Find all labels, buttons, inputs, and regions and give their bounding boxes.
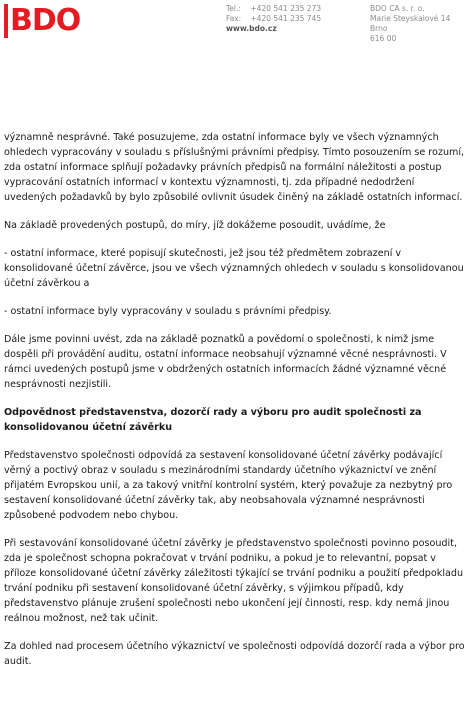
bdo-logo xyxy=(4,3,81,38)
address-block xyxy=(370,4,450,44)
paragraph: významně nesprávné. Také posuzujeme, zda ostatní informace byly ve všech významných ohledech vypracovány v souladu s příslušnými právními předpisy. Tímto posouzením se rozumí, zda ostatní informace splňují požadavky právních předpisů na formální náležitosti a postup vypracování ostatních informací v kontextu významnosti, tj. zda případné nedodržení uvedených požadavků by bylo způsobilé ovlivnit úsudek činěný na základě ostatních informací. xyxy=(4,132,465,203)
city: Brno xyxy=(370,24,388,33)
document-body xyxy=(4,130,470,682)
fax-number: +420 541 235 745 xyxy=(250,14,322,23)
logo-accent-bar xyxy=(4,4,8,38)
paragraph: Při sestavování konsolidované účetní závěrky je představenstvo společnosti povinno posoudit, zda je společnost schopna pokračovat v trvání podniku, a pokud je to relevantní, popsat v příloze konsolidované účetní závěrky záležitosti týkající se trvání podniku a použití předpokladu trvání podniku při sestavení konsolidované účetní závěrky, s výjimkou případů, kdy představenstvo plánuje zrušení společnosti nebo ukončení její činnosti, resp. kdy nemá jinou reálnou možnost, než tak učinit. xyxy=(4,538,464,624)
bullet-paragraph: - ostatní informace, které popisují skutečnosti, jež jsou též předmětem zobrazení v konsolidované účetní závěrce, jsou ve všech významných ohledech v souladu s konsolidovanou účetní závěrkou a xyxy=(4,248,464,289)
postcode: 616 00 xyxy=(370,34,397,43)
paragraph: Dále jsme povinni uvést, zda na základě poznatků a povědomí o společnosti, k nimž jsme dospěli při provádění auditu, ostatní informace neobsahují významné věcné nesprávnosti. V rámci uvedených postupů jsme v obdržených ostatních informacích žádné významné věcné nesprávnosti nezjistili. xyxy=(4,334,447,390)
logo-text: BDO xyxy=(10,3,81,38)
section-heading: Odpovědnost představenstva, dozorčí rady a výboru pro audit společnosti za konsolidovanou účetní závěrku xyxy=(4,407,422,433)
phone-row xyxy=(226,4,321,14)
bullet-paragraph: - ostatní informace byly vypracovány v souladu s právními předpisy. xyxy=(4,306,332,317)
contact-block xyxy=(226,4,321,34)
website-link[interactable]: www.bdo.cz xyxy=(226,24,277,33)
phone-number: +420 541 235 273 xyxy=(250,4,322,13)
paragraph: Za dohled nad procesem účetního výkaznictví ve společnosti odpovídá dozorčí rada a výbor pro audit. xyxy=(4,641,465,667)
fax-label: Fax: xyxy=(226,14,242,23)
company-name: BDO CA s. r. o. xyxy=(370,4,425,13)
phone-label: Tel.: xyxy=(226,4,241,13)
fax-row xyxy=(226,14,321,24)
paragraph: Na základě provedených postupů, do míry, jíž dokážeme posoudit, uvádíme, že xyxy=(4,220,386,231)
street-address: Marie Steyskalové 14 xyxy=(370,14,451,23)
paragraph: Představenstvo společnosti odpovídá za sestavení konsolidované účetní závěrky podávající věrný a poctivý obraz v souladu s mezinárodními standardy účetního výkaznictví ve znění přijatém Evropskou unií, a za takový vnitřní kontrolní systém, který považuje za nezbytný pro sestavení konsolidované účetní závěrky tak, aby neobsahovala významné nesprávnosti způsobené podvodem nebo chybou. xyxy=(4,450,453,521)
